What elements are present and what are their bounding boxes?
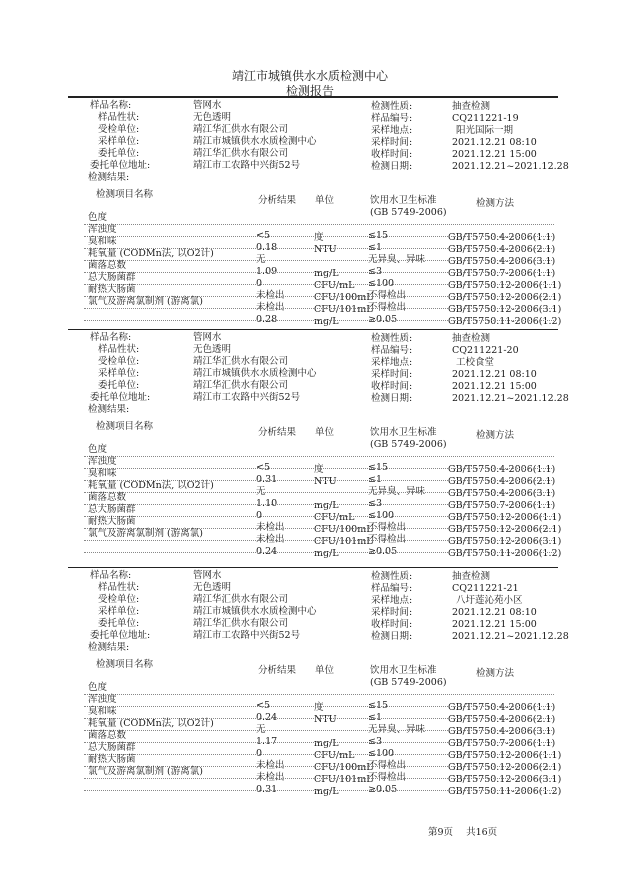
table-row-unit: CFU/mL (314, 280, 355, 291)
table-row-result: 0.24 (256, 712, 278, 723)
header-divider (68, 329, 558, 330)
sample-time-label: 采样时间: (371, 607, 413, 618)
table-row-unit: CFU/100mL (314, 762, 373, 773)
table-row-item: 总大肠菌群 (88, 272, 136, 283)
test-date-value: 2021.12.21~2021.12.28 (452, 631, 569, 642)
table-row-result: 未检出 (256, 290, 285, 301)
nature-label: 检测性质: (371, 571, 413, 582)
table-row-item: 浑浊度 (88, 694, 117, 705)
table-row-standard: 不得检出 (368, 290, 407, 301)
row-divider (84, 504, 554, 505)
table-row-item: 耐热大肠菌 (88, 754, 136, 765)
table-row-unit: NTU (314, 714, 337, 725)
sample-name-label: 样品名称: (90, 332, 132, 343)
table-row-item: 氯气及游离氯制剂 (游离氯) (88, 528, 203, 539)
table-row-standard: ≤1 (368, 242, 383, 253)
col-result-header: 分析结果 (258, 427, 297, 438)
sampling-unit-label: 采样单位: (98, 368, 140, 379)
receive-time-value: 2021.12.21 15:00 (452, 619, 537, 630)
table-row-standard: ≤100 (368, 748, 395, 759)
table-row-item: 耗氧量 (CODMn法, 以O2计) (88, 718, 214, 729)
col-unit-header: 单位 (315, 427, 335, 438)
col-std-subheader: (GB 5749-2006) (370, 207, 447, 218)
table-row-item: 总大肠菌群 (88, 504, 136, 515)
table-row-result: 无 (256, 486, 266, 497)
site-label: 采样地点: (371, 357, 413, 368)
col-method-header: 检测方法 (476, 198, 515, 209)
nature-value: 抽查检测 (452, 571, 491, 582)
site-value: 阳光国际一期 (456, 125, 514, 136)
table-row-unit: CFU/100mL (314, 292, 373, 303)
table-row-standard: 不得检出 (368, 772, 407, 783)
table-row-method: GB/T5750.12-2006(3.1) (448, 536, 562, 547)
page-footer (428, 828, 507, 838)
entrust-addr-value: 靖江市工农路中兴街52号 (193, 392, 301, 403)
client-unit-label: 受检单位: (98, 356, 140, 367)
table-row-item: 臭和味 (88, 468, 117, 479)
col-std-header: 饮用水卫生标准 (370, 427, 437, 438)
receive-time-value: 2021.12.21 15:00 (452, 381, 537, 392)
table-row-standard: ≥0.05 (368, 546, 398, 557)
table-row-method: GB/T5750.11-2006(1.2) (448, 548, 562, 559)
row-divider (84, 284, 554, 285)
receive-time-label: 收样时间: (371, 381, 413, 392)
table-row-standard: 无异臭、异味 (368, 724, 426, 735)
table-row-unit: mg/L (314, 268, 339, 279)
sample-name-label: 样品名称: (90, 100, 132, 111)
row-divider (84, 224, 554, 225)
table-row-result: 0.28 (256, 314, 278, 325)
table-row-standard: ≤100 (368, 510, 395, 521)
row-divider (84, 236, 554, 237)
table-row-unit: NTU (314, 476, 337, 487)
col-item-header: 检测项目名称 (96, 421, 154, 432)
table-row-item: 臭和味 (88, 236, 117, 247)
table-row-unit: CFU/101mL (314, 774, 373, 785)
table-row-item: 氯气及游离氯制剂 (游离氯) (88, 766, 203, 777)
entrust-addr-label: 委托单位地址: (90, 392, 151, 403)
col-std-header: 饮用水卫生标准 (370, 195, 437, 206)
site-label: 采样地点: (371, 595, 413, 606)
table-row-result: 1.09 (256, 266, 278, 277)
table-row-standard: 不得检出 (368, 760, 407, 771)
table-row-unit: CFU/mL (314, 750, 355, 761)
table-row-unit: mg/L (314, 548, 339, 559)
entrust-addr-label: 委托单位地址: (90, 160, 151, 171)
nature-value: 抽查检测 (452, 101, 491, 112)
entrust-addr-value: 靖江市工农路中兴街52号 (193, 630, 301, 641)
table-row-item: 浑浊度 (88, 224, 117, 235)
header-divider (68, 567, 558, 568)
nature-value: 抽查检测 (452, 333, 491, 344)
report-title: 靖江市城镇供水水质检测中心 (231, 69, 388, 83)
table-row-unit: NTU (314, 244, 337, 255)
sample-no-value: CQ211221-20 (452, 345, 519, 356)
client-unit-label: 受检单位: (98, 594, 140, 605)
table-row-method: GB/T5750.12-2006(2.1) (448, 292, 562, 303)
table-row-result: 0 (256, 278, 263, 289)
row-divider (84, 516, 554, 517)
table-row-standard: ≥0.05 (368, 784, 398, 795)
sampling-unit-value: 靖江市城镇供水水质检测中心 (193, 368, 317, 379)
sample-name-value: 管网水 (193, 570, 222, 581)
row-divider (84, 260, 554, 261)
table-row-unit: CFU/100mL (314, 524, 373, 535)
table-row-standard: 无异臭、异味 (368, 254, 426, 265)
nature-label: 检测性质: (371, 101, 413, 112)
table-row-standard: ≤3 (368, 266, 383, 277)
table-row-item: 耗氧量 (CODMn法, 以O2计) (88, 248, 214, 259)
row-divider (84, 552, 554, 553)
table-row-method: GB/T5750.11-2006(1.2) (448, 316, 562, 327)
sampling-unit-value: 靖江市城镇供水水质检测中心 (193, 136, 317, 147)
table-row-standard: ≤15 (368, 700, 389, 711)
entrust-addr-label: 委托单位地址: (90, 630, 151, 641)
row-divider (84, 320, 554, 321)
row-divider (84, 308, 554, 309)
table-row-result: 0 (256, 748, 263, 759)
table-row-method: GB/T5750.4-2006(2.1) (448, 714, 556, 725)
col-std-subheader: (GB 5749-2006) (370, 439, 447, 450)
table-row-method: GB/T5750.7-2006(1.1) (448, 738, 556, 749)
table-row-result: 1.10 (256, 498, 278, 509)
table-row-standard: 不得检出 (368, 302, 407, 313)
test-date-label: 检测日期: (371, 161, 413, 172)
sample-no-value: CQ211221-21 (452, 583, 519, 594)
col-method-header: 检测方法 (476, 668, 515, 679)
sample-time-label: 采样时间: (371, 369, 413, 380)
table-row-item: 耐热大肠菌 (88, 516, 136, 527)
table-row-result: <5 (256, 230, 271, 241)
table-row-unit: mg/L (314, 316, 339, 327)
table-row-result: 无 (256, 724, 266, 735)
sample-no-label: 样品编号: (371, 113, 413, 124)
table-row-method: GB/T5750.4-2006(1.1) (448, 464, 556, 475)
entrust-unit-value: 靖江华汇供水有限公司 (193, 380, 289, 391)
table-row-method: GB/T5750.12-2006(3.1) (448, 774, 562, 785)
header-divider (68, 97, 558, 98)
table-row-method: GB/T5750.11-2006(1.2) (448, 786, 562, 797)
nature-label: 检测性质: (371, 333, 413, 344)
sample-prop-label: 样品性状: (98, 112, 140, 123)
sample-no-value: CQ211221-19 (452, 113, 519, 124)
table-row-result: 未检出 (256, 522, 285, 533)
col-unit-header: 单位 (315, 195, 335, 206)
receive-time-value: 2021.12.21 15:00 (452, 149, 537, 160)
table-row-item: 菌落总数 (88, 260, 127, 271)
sample-time-value: 2021.12.21 08:10 (452, 369, 537, 380)
entrust-unit-value: 靖江华汇供水有限公司 (193, 148, 289, 159)
table-row-item: 耗氧量 (CODMn法, 以O2计) (88, 480, 214, 491)
table-row-result: <5 (256, 462, 271, 473)
table-row-standard: ≤15 (368, 462, 389, 473)
table-row-method: GB/T5750.12-2006(1.1) (448, 512, 562, 523)
table-row-item: 色度 (88, 212, 108, 223)
table-row-unit: 度 (314, 702, 324, 713)
sampling-unit-label: 采样单位: (98, 136, 140, 147)
sample-name-value: 管网水 (193, 100, 222, 111)
table-row-result: 未检出 (256, 534, 285, 545)
table-row-result: 0.31 (256, 474, 278, 485)
col-std-subheader: (GB 5749-2006) (370, 677, 447, 688)
client-unit-value: 靖江华汇供水有限公司 (193, 124, 289, 135)
table-row-method: GB/T5750.12-2006(2.1) (448, 524, 562, 535)
table-row-result: 未检出 (256, 302, 285, 313)
test-date-value: 2021.12.21~2021.12.28 (452, 393, 569, 404)
table-row-result: 0.31 (256, 784, 278, 795)
table-row-method: GB/T5750.4-2006(1.1) (448, 702, 556, 713)
row-divider (84, 468, 554, 469)
page-total: 共16页 (466, 827, 498, 838)
row-divider (84, 694, 554, 695)
table-row-method: GB/T5750.12-2006(2.1) (448, 762, 562, 773)
entrust-unit-label: 委托单位: (98, 380, 140, 391)
sample-prop-label: 样品性状: (98, 582, 140, 593)
test-date-label: 检测日期: (371, 393, 413, 404)
client-unit-value: 靖江华汇供水有限公司 (193, 356, 289, 367)
table-row-method: GB/T5750.7-2006(1.1) (448, 500, 556, 511)
table-row-result: <5 (256, 700, 271, 711)
table-row-standard: 无异臭、异味 (368, 486, 426, 497)
table-row-standard: ≥0.05 (368, 314, 398, 325)
table-row-item: 色度 (88, 682, 108, 693)
table-row-item: 浑浊度 (88, 456, 117, 467)
sampling-unit-value: 靖江市城镇供水水质检测中心 (193, 606, 317, 617)
row-divider (84, 730, 554, 731)
table-row-item: 氯气及游离氯制剂 (游离氯) (88, 296, 203, 307)
receive-time-label: 收样时间: (371, 619, 413, 630)
sample-no-label: 样品编号: (371, 345, 413, 356)
sample-time-value: 2021.12.21 08:10 (452, 607, 537, 618)
sample-time-value: 2021.12.21 08:10 (452, 137, 537, 148)
entrust-unit-value: 靖江华汇供水有限公司 (193, 618, 289, 629)
test-date-value: 2021.12.21~2021.12.28 (452, 161, 569, 172)
site-value: 工校食堂 (456, 357, 495, 368)
table-row-item: 耐热大肠菌 (88, 284, 136, 295)
report-subtitle: 检测报告 (285, 84, 334, 98)
table-row-standard: 不得检出 (368, 522, 407, 533)
table-row-method: GB/T5750.4-2006(3.1) (448, 488, 556, 499)
table-row-method: GB/T5750.7-2006(1.1) (448, 268, 556, 279)
table-row-unit: CFU/mL (314, 512, 355, 523)
col-std-header: 饮用水卫生标准 (370, 665, 437, 676)
table-row-result: 0.18 (256, 242, 278, 253)
sample-name-label: 样品名称: (90, 570, 132, 581)
table-row-standard: ≤1 (368, 712, 383, 723)
client-unit-label: 受检单位: (98, 124, 140, 135)
row-divider (84, 540, 554, 541)
table-row-method: GB/T5750.4-2006(2.1) (448, 476, 556, 487)
receive-time-label: 收样时间: (371, 149, 413, 160)
table-row-method: GB/T5750.12-2006(3.1) (448, 304, 562, 315)
table-row-unit: 度 (314, 232, 324, 243)
table-row-result: 未检出 (256, 760, 285, 771)
table-row-item: 总大肠菌群 (88, 742, 136, 753)
table-row-item: 色度 (88, 444, 108, 455)
table-row-standard: ≤100 (368, 278, 395, 289)
col-item-header: 检测项目名称 (96, 659, 154, 670)
table-row-item: 菌落总数 (88, 730, 127, 741)
client-unit-value: 靖江华汇供水有限公司 (193, 594, 289, 605)
table-row-standard: ≤1 (368, 474, 383, 485)
table-row-method: GB/T5750.4-2006(3.1) (448, 256, 556, 267)
table-row-unit: mg/L (314, 500, 339, 511)
table-row-unit: mg/L (314, 738, 339, 749)
sample-time-label: 采样时间: (371, 137, 413, 148)
sample-prop-value: 无色透明 (193, 582, 232, 593)
entrust-unit-label: 委托单位: (98, 618, 140, 629)
col-item-header: 检测项目名称 (96, 189, 154, 200)
table-row-method: GB/T5750.4-2006(1.1) (448, 232, 556, 243)
row-divider (84, 778, 554, 779)
table-row-unit: CFU/101mL (314, 536, 373, 547)
table-row-method: GB/T5750.12-2006(1.1) (448, 280, 562, 291)
table-row-result: 1.17 (256, 736, 278, 747)
sampling-unit-label: 采样单位: (98, 606, 140, 617)
table-row-standard: ≤3 (368, 498, 383, 509)
sample-no-label: 样品编号: (371, 583, 413, 594)
table-row-method: GB/T5750.12-2006(1.1) (448, 750, 562, 761)
sample-prop-value: 无色透明 (193, 344, 232, 355)
test-date-label: 检测日期: (371, 631, 413, 642)
table-row-method: GB/T5750.4-2006(2.1) (448, 244, 556, 255)
page-number: 第9页 (428, 827, 454, 838)
table-row-unit: 度 (314, 464, 324, 475)
result-label: 检测结果: (88, 172, 130, 183)
table-row-standard: 不得检出 (368, 534, 407, 545)
row-divider (84, 272, 554, 273)
table-row-item: 臭和味 (88, 706, 117, 717)
col-unit-header: 单位 (315, 665, 335, 676)
table-row-unit: mg/L (314, 786, 339, 797)
row-divider (84, 742, 554, 743)
row-divider (84, 492, 554, 493)
table-row-item: 菌落总数 (88, 492, 127, 503)
entrust-addr-value: 靖江市工农路中兴街52号 (193, 160, 301, 171)
site-value: 八圩莲沁苑小区 (456, 595, 523, 606)
row-divider (84, 790, 554, 791)
result-label: 检测结果: (88, 404, 130, 415)
col-method-header: 检测方法 (476, 430, 515, 441)
row-divider (84, 456, 554, 457)
col-result-header: 分析结果 (258, 665, 297, 676)
row-divider (84, 706, 554, 707)
row-divider (84, 754, 554, 755)
sample-prop-value: 无色透明 (193, 112, 232, 123)
table-row-standard: ≤3 (368, 736, 383, 747)
sample-name-value: 管网水 (193, 332, 222, 343)
result-label: 检测结果: (88, 642, 130, 653)
table-row-result: 0.24 (256, 546, 278, 557)
table-row-standard: ≤15 (368, 230, 389, 241)
entrust-unit-label: 委托单位: (98, 148, 140, 159)
table-row-result: 0 (256, 510, 263, 521)
table-row-result: 无 (256, 254, 266, 265)
site-label: 采样地点: (371, 125, 413, 136)
col-result-header: 分析结果 (258, 195, 297, 206)
table-row-method: GB/T5750.4-2006(3.1) (448, 726, 556, 737)
table-row-result: 未检出 (256, 772, 285, 783)
sample-prop-label: 样品性状: (98, 344, 140, 355)
table-row-unit: CFU/101mL (314, 304, 373, 315)
